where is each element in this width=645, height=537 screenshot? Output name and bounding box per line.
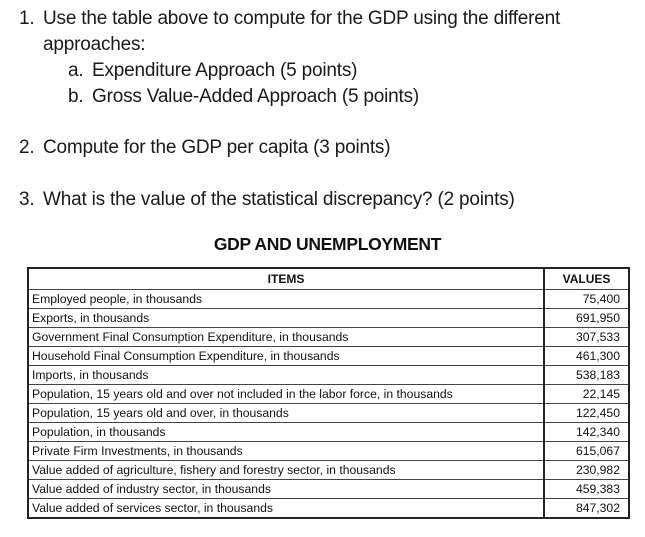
value-cell: 461,300 <box>544 347 629 366</box>
value-cell: 847,302 <box>575 501 620 515</box>
question-1b-text: Gross Value-Added Approach (5 points) <box>92 86 420 107</box>
item-cell: Household Final Consumption Expenditure, in thousands <box>28 347 544 366</box>
table-header-row <box>28 268 629 290</box>
table-title <box>0 234 645 255</box>
item-cell: Private Firm Investments, in thousands <box>28 442 544 461</box>
item-cell: Population, 15 years old and over not included in the labor force, in thousands <box>28 385 544 404</box>
table-row <box>28 385 629 404</box>
value-cell: 75,400 <box>544 290 629 309</box>
item-cell: Population, in thousands <box>28 423 544 442</box>
question-2-text: Compute for the GDP per capita (3 points) <box>43 137 391 158</box>
item-cell: Population, 15 years old and over, in thousands <box>28 404 544 423</box>
value-cell: 122,450 <box>544 404 629 423</box>
value-cell: 142,340 <box>544 423 629 442</box>
item-cell: Government Final Consumption Expenditure, in thousands <box>28 328 544 347</box>
value-cell: 615,067 <box>544 442 629 461</box>
table-row <box>28 290 629 309</box>
table-row <box>28 480 629 499</box>
value-cell: 691,950 <box>544 309 629 328</box>
question-3-number: 3. <box>19 189 35 210</box>
table-row <box>28 309 629 328</box>
value-cell: 22,145 <box>544 385 629 404</box>
question-1-continuation: approaches: <box>43 34 146 55</box>
table-row <box>28 328 629 347</box>
table-row <box>28 423 629 442</box>
question-1-number: 1. <box>19 8 35 29</box>
item-cell: Exports, in thousands <box>28 309 544 328</box>
value-cell: 307,533 <box>544 328 629 347</box>
gdp-table <box>27 267 630 519</box>
table-row <box>28 347 629 366</box>
item-cell: Imports, in thousands <box>28 366 544 385</box>
question-1b-letter: b. <box>68 86 84 107</box>
item-cell: Value added of industry sector, in thousands <box>28 480 544 499</box>
value-cell: 459,383 <box>544 480 629 499</box>
table-row <box>28 461 629 480</box>
table-row <box>28 442 629 461</box>
value-cell: 230,982 <box>544 461 629 480</box>
item-cell: Value added of agriculture, fishery and forestry sector, in thousands <box>28 461 544 480</box>
question-1a-text: Expenditure Approach (5 points) <box>92 60 358 81</box>
item-cell: Employed people, in thousands <box>28 290 544 309</box>
value-cell: 538,183 <box>544 366 629 385</box>
question-3-text: What is the value of the statistical discrepancy? (2 points) <box>43 189 515 210</box>
question-2-number: 2. <box>19 137 35 158</box>
table-row <box>28 366 629 385</box>
question-1a-letter: a. <box>68 60 84 81</box>
question-1-text: Use the table above to compute for the GDP using the different <box>43 8 561 29</box>
values-header: VALUES <box>544 268 629 290</box>
table-title-text: GDP AND UNEMPLOYMENT <box>213 234 442 254</box>
items-header: ITEMS <box>28 268 544 290</box>
table-row <box>28 404 629 423</box>
item-cell: Value added of services sector, in thousands <box>28 499 544 519</box>
table-row <box>28 499 629 519</box>
